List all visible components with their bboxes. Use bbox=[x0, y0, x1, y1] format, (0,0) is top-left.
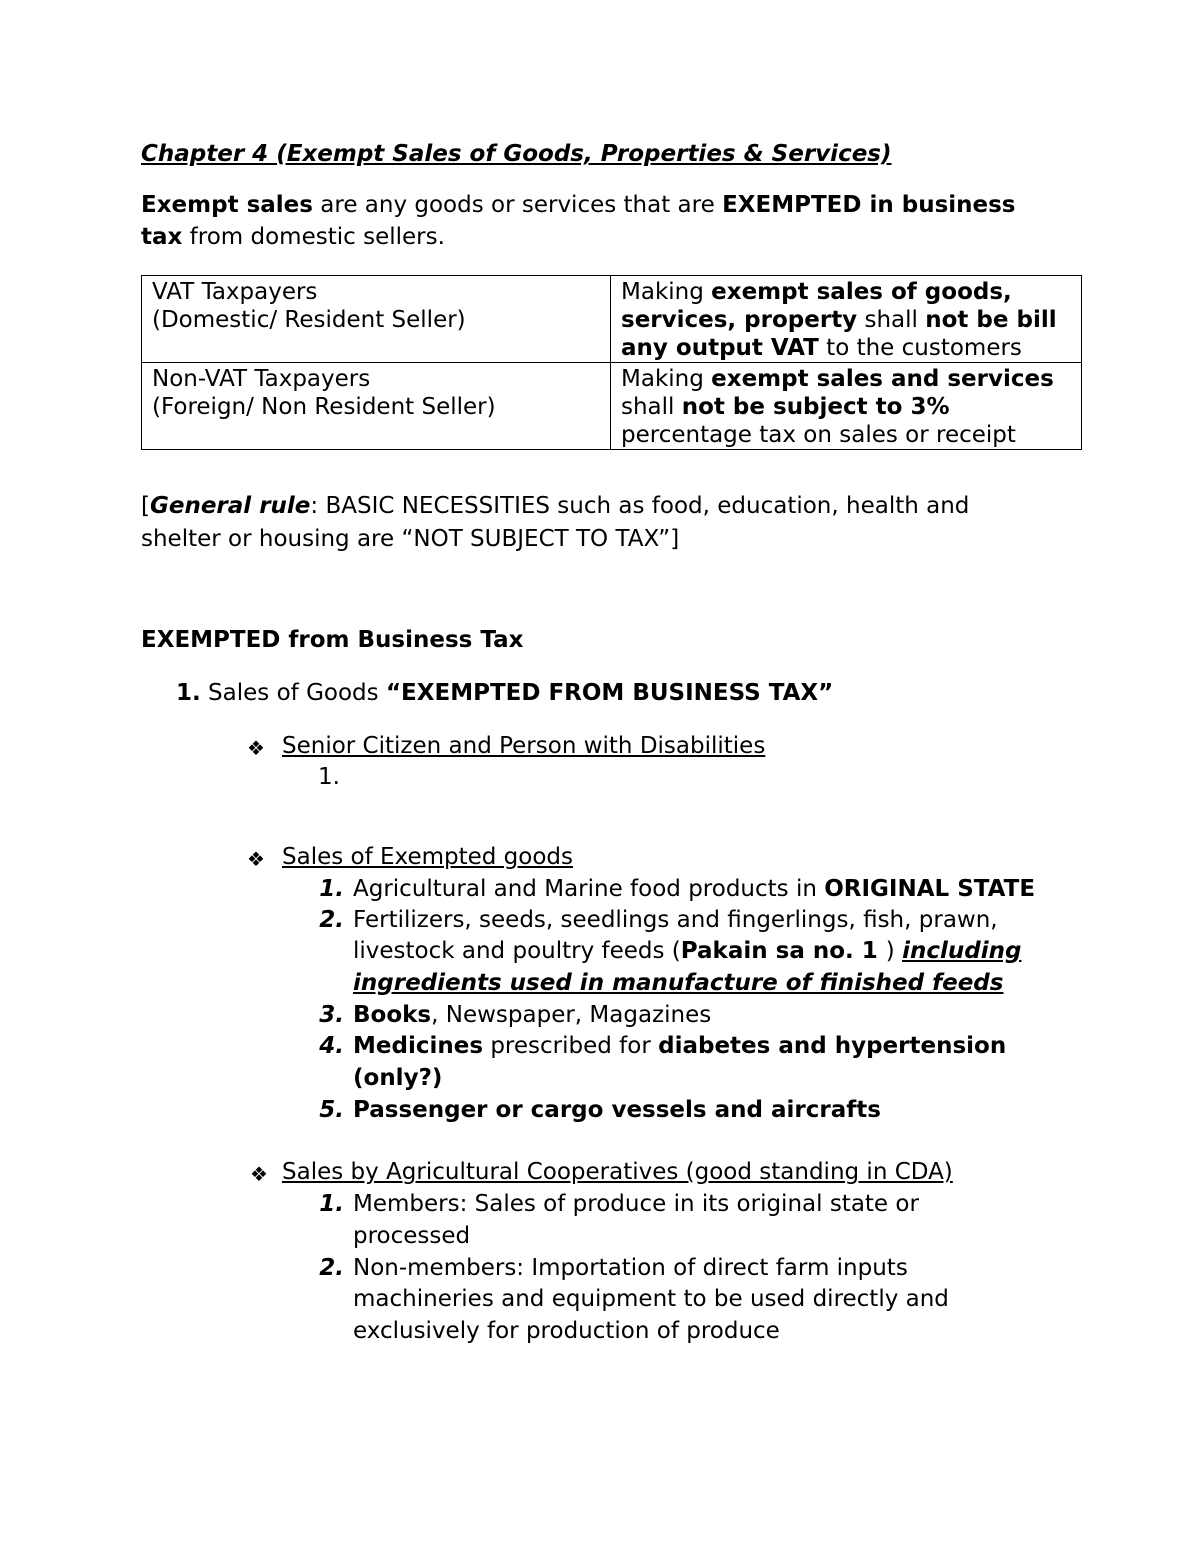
list-text: Agricultural and Marine food products in bbox=[353, 876, 825, 902]
list-item: Fertilizers, seeds, seedlings and fingerlings, fish, prawn, bbox=[353, 907, 998, 933]
cell-text: Making bbox=[621, 279, 712, 305]
cell-line bbox=[621, 393, 1071, 421]
diamond-bullet-icon: ❖ bbox=[247, 736, 265, 760]
list-bold: diabetes and hypertension bbox=[658, 1033, 1007, 1059]
list-bold: ORIGINAL STATE bbox=[824, 876, 1036, 902]
list-text: , Newspaper, Magazines bbox=[431, 1002, 712, 1028]
list-number: 4. bbox=[319, 1033, 344, 1059]
cell-text: shall bbox=[621, 394, 682, 420]
table-row bbox=[142, 276, 1082, 363]
cell-bold: any output VAT bbox=[621, 335, 819, 361]
cell-text: to the customers bbox=[818, 335, 1022, 361]
list-text: livestock and poultry feeds ( bbox=[353, 938, 681, 964]
general-rule-line-1 bbox=[141, 493, 969, 519]
list-item-cont bbox=[353, 938, 1021, 964]
cell-line bbox=[621, 334, 1071, 362]
list-item bbox=[353, 1002, 711, 1028]
list-bold: Books bbox=[353, 1002, 432, 1028]
list-item-cont: machineries and equipment to be used directly and bbox=[353, 1286, 949, 1312]
item-text: Sales of Goods bbox=[200, 680, 386, 706]
item-1 bbox=[176, 680, 833, 706]
item-number: 1. bbox=[176, 680, 201, 706]
bullet-agricultural-cooperatives: Sales by Agricultural Cooperatives (good standing in CDA) bbox=[282, 1159, 953, 1185]
table-cell bbox=[611, 276, 1082, 363]
non-vat-taxpayers-label: Non-VAT Taxpayers bbox=[152, 366, 371, 392]
list-bold-italic: including bbox=[902, 938, 1022, 964]
cell-line bbox=[621, 421, 1071, 449]
cell-bold: exempt sales of goods, bbox=[711, 279, 1012, 305]
general-rule-label: General rule bbox=[149, 493, 311, 519]
section-heading: EXEMPTED from Business Tax bbox=[141, 627, 524, 653]
list-text: ) bbox=[885, 938, 903, 964]
list-number: 2. bbox=[319, 1255, 344, 1281]
vat-taxpayers-label: VAT Taxpayers bbox=[152, 279, 318, 305]
bracket-open: [ bbox=[141, 493, 150, 519]
diamond-bullet-icon: ❖ bbox=[247, 847, 265, 871]
cell-line bbox=[621, 306, 1071, 334]
list-item bbox=[353, 1033, 1006, 1059]
diamond-bullet-icon: ❖ bbox=[250, 1162, 268, 1186]
cell-line bbox=[621, 365, 1071, 393]
intro-line-1 bbox=[141, 192, 1016, 218]
bullet-senior-citizen: Senior Citizen and Person with Disabilities bbox=[282, 733, 766, 759]
table-cell bbox=[142, 276, 611, 363]
cell-bold: exempt sales and services bbox=[711, 366, 1054, 392]
cell-text: Making bbox=[621, 366, 712, 392]
table-cell bbox=[611, 363, 1082, 450]
list-number: 1. bbox=[319, 876, 344, 902]
list-item-cont: ingredients used in manufacture of finished feeds bbox=[353, 970, 1004, 996]
list-item: Passenger or cargo vessels and aircrafts bbox=[353, 1097, 881, 1123]
intro-line-2 bbox=[141, 224, 445, 250]
list-item bbox=[353, 876, 1035, 902]
list-bold: Pakain sa no. 1 bbox=[680, 938, 886, 964]
list-item-cont: exclusively for production of produce bbox=[353, 1318, 780, 1344]
list-text: prescribed for bbox=[483, 1033, 659, 1059]
list-number: 3. bbox=[319, 1002, 344, 1028]
general-rule-line-2: shelter or housing are “NOT SUBJECT TO TAX”] bbox=[141, 526, 680, 552]
list-item-cont: (only?) bbox=[353, 1065, 443, 1091]
table-row bbox=[142, 363, 1082, 450]
cell-bold: services, property bbox=[621, 307, 858, 333]
list-item-cont: processed bbox=[353, 1223, 471, 1249]
list-bold: Medicines bbox=[353, 1033, 484, 1059]
cell-text: shall bbox=[857, 307, 926, 333]
non-vat-taxpayers-sub: (Foreign/ Non Resident Seller) bbox=[152, 394, 496, 420]
item-bold: “EXEMPTED FROM BUSINESS TAX” bbox=[385, 680, 834, 706]
intro-bold: EXEMPTED in business bbox=[722, 192, 1016, 218]
cell-text: percentage tax on sales or receipt bbox=[621, 422, 1016, 448]
page-title: Chapter 4 (Exempt Sales of Goods, Properties & Services) bbox=[141, 141, 892, 167]
list-item: Non-members: Importation of direct farm inputs bbox=[353, 1255, 908, 1281]
general-rule-text: : BASIC NECESSITIES such as food, education, health and bbox=[310, 493, 970, 519]
cell-bold: not be subject to 3% bbox=[681, 394, 950, 420]
intro-text-2: from domestic sellers. bbox=[182, 224, 445, 250]
list-item: Members: Sales of produce in its original state or bbox=[353, 1191, 919, 1217]
table-cell bbox=[142, 363, 611, 450]
bullet-exempted-goods: Sales of Exempted goods bbox=[282, 844, 574, 870]
cell-line bbox=[621, 278, 1071, 306]
intro-term: Exempt sales bbox=[141, 192, 313, 218]
intro-bold-2: tax bbox=[141, 224, 183, 250]
list-number: 5. bbox=[319, 1097, 344, 1123]
list-number: 2. bbox=[319, 907, 344, 933]
taxpayer-table bbox=[141, 275, 1082, 450]
cell-bold: not be bill bbox=[925, 307, 1057, 333]
intro-text-1: are any goods or services that are bbox=[312, 192, 723, 218]
vat-taxpayers-sub: (Domestic/ Resident Seller) bbox=[152, 307, 466, 333]
sub-item-number: 1. bbox=[318, 764, 340, 790]
list-number: 1. bbox=[319, 1191, 344, 1217]
